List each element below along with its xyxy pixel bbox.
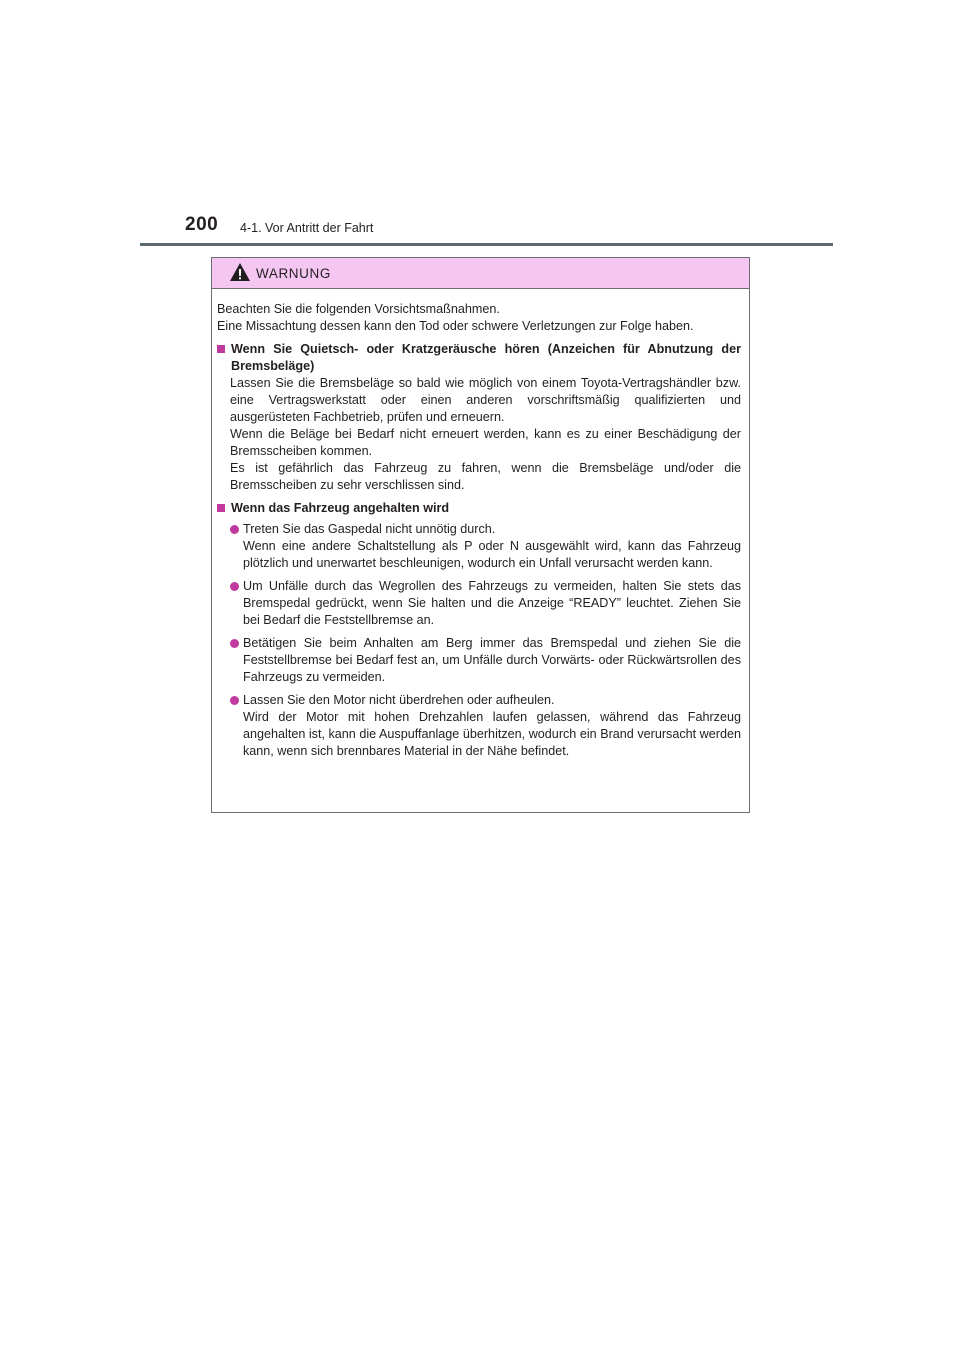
list-item (217, 578, 741, 629)
warning-box (211, 257, 750, 813)
list-item (217, 692, 741, 760)
section-paragraph (217, 375, 741, 460)
list-item-lead: Treten Sie das Gaspedal nicht unnötig durch. (243, 522, 496, 536)
round-bullet-icon (230, 582, 239, 591)
list-item-detail: Wird der Motor mit hohen Drehzahlen laufen gelassen, während das Fahrzeug angehalten ist, kann die Auspuffanlage überhitzen, wodurch ein Brand verursacht werden kann, wenn sich brennbares Material in der Nähe befindet. (243, 710, 741, 758)
list-item-lead: Um Unfälle durch das Wegrollen des Fahrzeugs zu vermeiden, halten Sie stets das Bremspedal gedrückt, wenn Sie halten und die Anzeige “READY” leuchtet. Ziehen Sie bei Bedarf die Feststellbremse an. (243, 579, 741, 627)
warning-intro (217, 301, 741, 335)
list-item-lead: Lassen Sie den Motor nicht überdrehen oder aufheulen. (243, 693, 555, 707)
intro-line: Beachten Sie die folgenden Vorsichtsmaßnahmen. (217, 302, 500, 316)
section-brake-pads (217, 341, 741, 494)
square-bullet-icon (217, 345, 225, 353)
paragraph-text: Wenn die Beläge bei Bedarf nicht erneuert werden, kann es zu einer Beschädigung der Bremsscheiben kommen. (230, 427, 741, 458)
warning-triangle-icon (229, 262, 251, 282)
intro-line: Eine Missachtung dessen kann den Tod oder schwere Verletzungen zur Folge haben. (217, 319, 694, 333)
warning-header (212, 258, 749, 289)
round-bullet-icon (230, 639, 239, 648)
round-bullet-icon (230, 696, 239, 705)
list-item (217, 521, 741, 572)
list-item (217, 635, 741, 686)
header-rule (140, 243, 833, 246)
list-item-text (243, 635, 741, 686)
section-title: 4-1. Vor Antritt der Fahrt (240, 221, 374, 235)
section-heading-row (217, 341, 741, 375)
list-item-detail: Wenn eine andere Schaltstellung als P oder N ausgewählt wird, kann das Fahrzeug plötzlich und unerwartet beschleunigen, wodurch ein Unfall verursacht werden kann. (243, 539, 741, 570)
warning-body (212, 289, 749, 760)
list-item-text (243, 521, 741, 572)
square-bullet-icon (217, 504, 225, 512)
section-heading: Wenn das Fahrzeug angehalten wird (231, 501, 450, 515)
section-heading-row (217, 500, 741, 517)
round-bullet-icon (230, 525, 239, 534)
section-vehicle-stopped (217, 500, 741, 760)
warning-title: WARNUNG (256, 266, 331, 281)
paragraph-text: Lassen Sie die Bremsbeläge so bald wie möglich von einem Toyota-Vertragshändler bzw. eine Vertragswerkstatt oder einen anderen vorschriftsmäßig qualifizierten und ausgerüsteten Fachbetrieb, prüfen und erneuern. (230, 376, 741, 424)
page-number: 200 (185, 214, 219, 235)
list-item-text (243, 692, 741, 760)
section-heading: Wenn Sie Quietsch- oder Kratzgeräusche hören (Anzeichen für Abnutzung der Bremsbeläge) (231, 342, 741, 373)
section-paragraph: Es ist gefährlich das Fahrzeug zu fahren, wenn die Bremsbeläge und/oder die Bremsscheiben zu sehr verschlissen sind. (230, 461, 741, 492)
list-item-lead: Betätigen Sie beim Anhalten am Berg immer das Bremspedal und ziehen Sie die Feststellbremse bei Bedarf fest an, um Unfälle durch Vorwärts- oder Rückwärtsrollen des Fahrzeugs zu vermeiden. (243, 636, 741, 684)
list-item-text (243, 578, 741, 629)
